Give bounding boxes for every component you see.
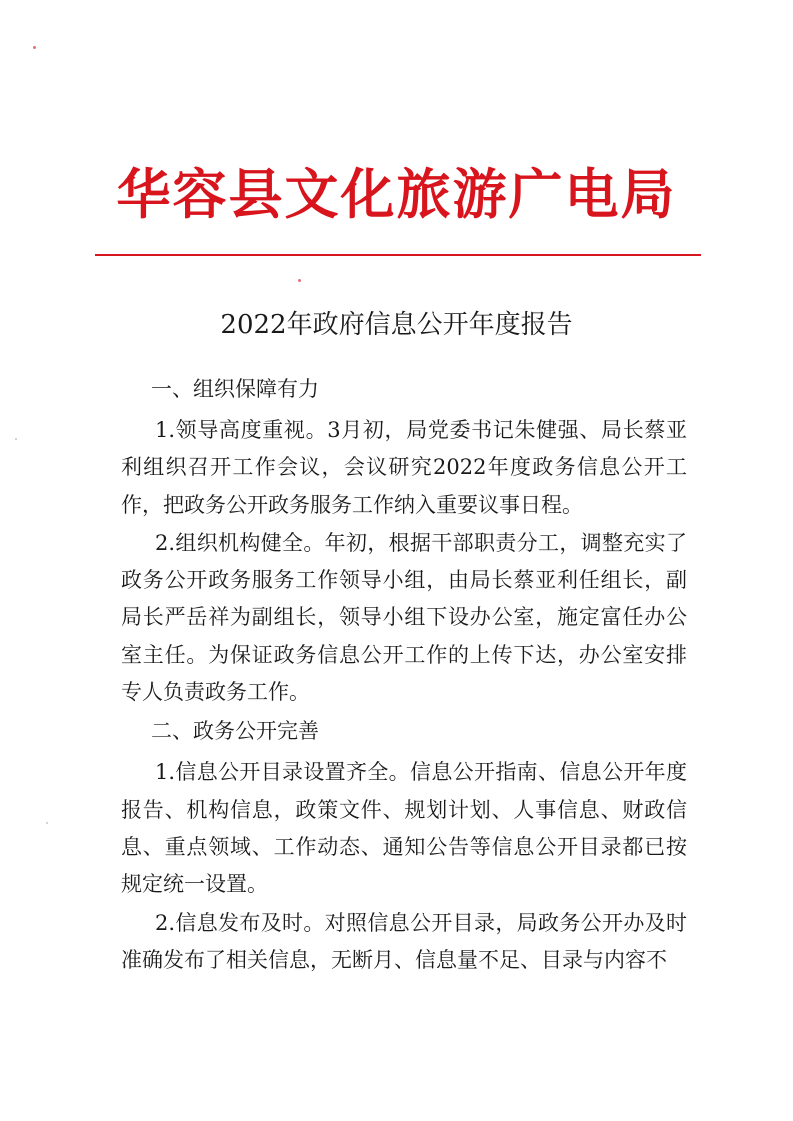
section-heading: 一、组织保障有力: [151, 377, 319, 401]
section-heading: 二、政务公开完善: [151, 719, 319, 744]
document-title: 2022年政府信息公开年度报告: [220, 310, 573, 340]
section-disclosure: [121, 712, 687, 979]
scan-speck: [46, 822, 48, 824]
paragraph: 1.信息公开目录设置齐全。信息公开指南、信息公开年度报告、机构信息，政策文件、规划计划、人事信息、财政信息、重点领域、工作动态、通知公告等信息公开目录都已按规定统一设置。: [121, 760, 687, 897]
scan-speck: [33, 46, 36, 49]
section-organization: [121, 370, 687, 711]
document-body: [121, 370, 687, 980]
letterhead: 华容县文化旅游广电局: [116, 163, 677, 226]
paragraph: 2.组织机构健全。年初，根据干部职责分工，调整充实了政务公开政务服务工作领导小组，由局长蔡亚利任组长，副局长严岳祥为副组长，领导小组下设办公室，施定富任办公室主任。为保证政务信息公开工作的上传下达，办公室安排专人负责政务工作。: [121, 530, 687, 705]
paragraph: 2.信息发布及时。对照信息公开目录，局政务公开办及时准确发布了相关信息，无断月、信息量不足、目录与内容不: [121, 910, 687, 972]
paragraph: 1.领导高度重视。3月初，局党委书记朱健强、局长蔡亚利组织召开工作会议，会议研究2022年度政务信息公开工作，把政务公开政务服务工作纳入重要议事日程。: [121, 418, 687, 517]
letterhead-red-rule: [95, 254, 701, 256]
scan-speck: [298, 279, 301, 282]
scan-speck: [15, 438, 17, 440]
